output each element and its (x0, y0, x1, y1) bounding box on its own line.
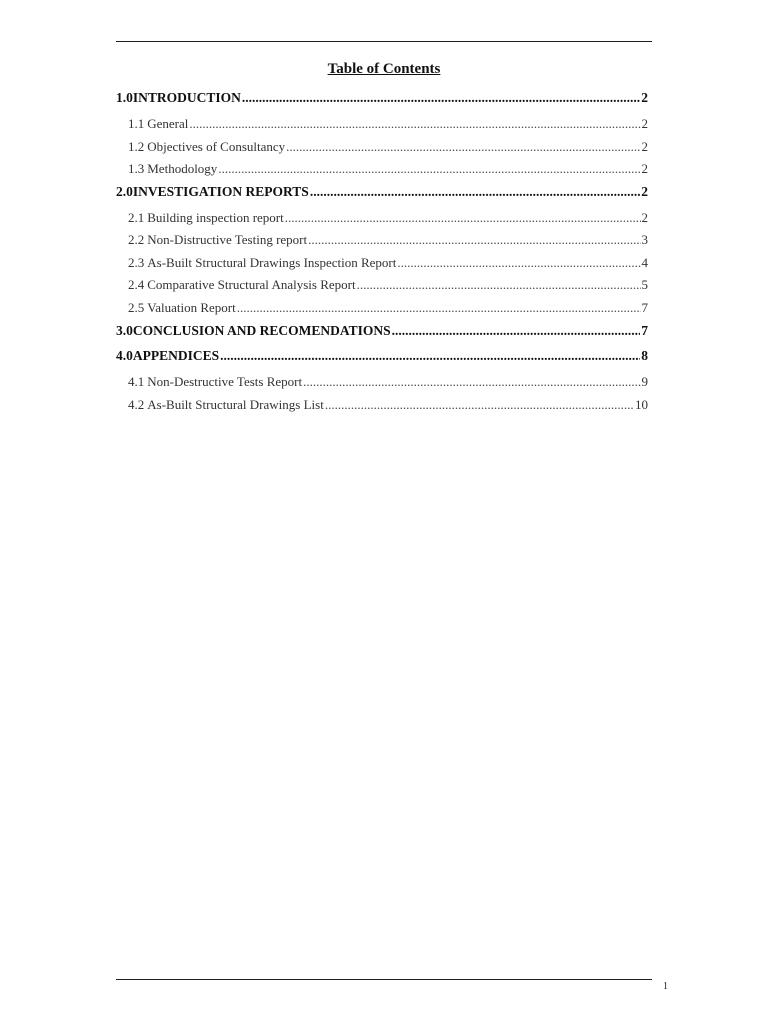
toc-entry-page: 3 (641, 232, 648, 247)
toc-entry-label: INVESTIGATION REPORTS (132, 184, 309, 199)
toc-dot-leader (242, 90, 640, 106)
toc-entry-investigation-reports[interactable] (116, 184, 648, 200)
page-number: 1 (663, 981, 668, 992)
toc-dot-leader (310, 184, 640, 200)
toc-entry-page: 2 (641, 210, 648, 225)
toc-entry-comparative-analysis[interactable] (128, 277, 648, 293)
toc-dot-leader (286, 139, 640, 155)
toc-dot-leader (189, 116, 640, 132)
toc-dot-leader (325, 397, 634, 413)
toc-entry-number: 2.1 (128, 210, 145, 225)
toc-entry-general[interactable] (128, 116, 648, 132)
toc-entry-label: General (147, 116, 189, 131)
toc-entry-number: 4.1 (128, 374, 145, 389)
toc-dot-leader (308, 232, 640, 248)
toc-entry-label: Non-Distructive Testing report (147, 232, 308, 247)
toc-entry-label: Methodology (147, 161, 218, 176)
toc-entry-non-distructive-testing[interactable] (128, 232, 648, 248)
toc-entry-number: 2.4 (128, 277, 145, 292)
toc-title: Table of Contents (327, 61, 441, 77)
toc-entry-building-inspection[interactable] (128, 210, 648, 226)
toc-entry-number: 2.5 (128, 300, 145, 315)
toc-entry-page: 8 (641, 348, 648, 363)
header-rule (116, 41, 652, 42)
toc-dot-leader (357, 277, 641, 293)
toc-entry-number: 4.0 (116, 348, 133, 363)
toc-entry-label: Non-Destructive Tests Report (147, 374, 303, 389)
toc-entry-appendices[interactable] (116, 348, 648, 364)
toc-entry-number: 1.3 (128, 161, 145, 176)
toc-entry-page: 9 (641, 374, 648, 389)
toc-entry-page: 7 (641, 323, 648, 338)
toc-entry-drawings-list[interactable] (128, 397, 648, 413)
toc-entry-label: Objectives of Consultancy (147, 139, 286, 154)
toc-entry-page: 2 (641, 139, 648, 154)
toc-entry-page: 2 (641, 90, 648, 105)
toc-entry-page: 2 (641, 116, 648, 131)
toc-entry-number: 1.1 (128, 116, 145, 131)
toc-entry-page: 2 (641, 161, 648, 176)
toc-entry-label: As-Built Structural Drawings Inspection Report (147, 255, 397, 270)
toc-entry-number: 2.3 (128, 255, 145, 270)
toc-dot-leader (285, 210, 641, 226)
toc-entry-page: 2 (641, 184, 648, 199)
toc-dot-leader (220, 348, 640, 364)
toc-entry-label: CONCLUSION AND RECOMENDATIONS (132, 323, 391, 338)
toc-entry-page: 7 (641, 300, 648, 315)
toc-entry-label: Building inspection report (147, 210, 284, 225)
toc-dot-leader (237, 300, 641, 316)
toc-dot-leader (392, 323, 641, 339)
toc-entry-non-destructive-tests[interactable] (128, 374, 648, 390)
toc-entry-number: 4.2 (128, 397, 145, 412)
toc-entry-introduction[interactable] (116, 90, 648, 106)
toc-entry-label: As-Built Structural Drawings List (147, 397, 324, 412)
toc-entry-page: 4 (641, 255, 648, 270)
toc-entry-as-built-inspection[interactable] (128, 255, 648, 271)
toc-entry-objectives[interactable] (128, 139, 648, 155)
toc-entry-page: 10 (635, 397, 648, 412)
toc-dot-leader (397, 255, 640, 271)
toc-entry-conclusion[interactable] (116, 323, 648, 339)
toc-entry-label: APPENDICES (132, 348, 220, 363)
toc-entry-page: 5 (641, 277, 648, 292)
toc-dot-leader (218, 161, 640, 177)
toc-dot-leader (303, 374, 640, 390)
footer-rule (116, 979, 652, 980)
toc-entry-label: INTRODUCTION (132, 90, 241, 105)
toc-entry-number: 1.2 (128, 139, 145, 154)
toc-entry-number: 2.0 (116, 184, 133, 199)
toc-entry-label: Comparative Structural Analysis Report (147, 277, 356, 292)
toc-entry-methodology[interactable] (128, 161, 648, 177)
toc-entry-number: 1.0 (116, 90, 133, 105)
toc-entry-label: Valuation Report (147, 300, 236, 315)
toc-entry-number: 2.2 (128, 232, 145, 247)
toc-entry-valuation[interactable] (128, 300, 648, 316)
toc-entry-number: 3.0 (116, 323, 133, 338)
